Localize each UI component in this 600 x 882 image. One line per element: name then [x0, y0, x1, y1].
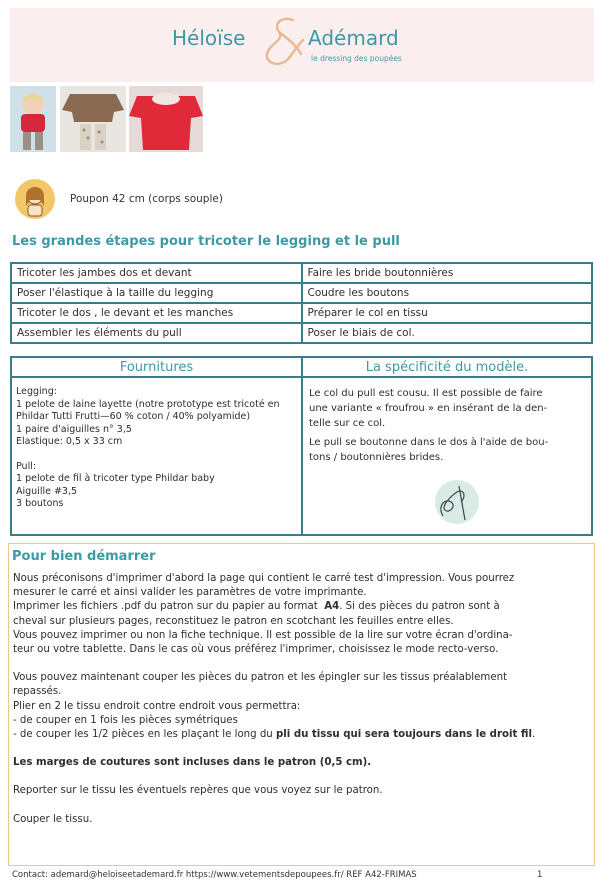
- text-span: . Si des pièces du patron sont à: [339, 601, 500, 613]
- table-row: [11, 323, 592, 343]
- text-line: 1 pelote de laine layette (notre prototype est tricoté en: [16, 398, 280, 410]
- text-line: repassés.: [13, 686, 62, 698]
- text-line: 1 pelote de fil à tricoter type Phildar baby: [16, 473, 215, 484]
- text-line: telle sur ce col.: [309, 418, 386, 429]
- text-line: 3 boutons: [16, 498, 64, 509]
- brand-tagline: le dressing des poupées: [311, 54, 402, 63]
- text-line: Legging:: [16, 386, 57, 397]
- text-span: .: [531, 729, 536, 741]
- text-span: Imprimer les fichiers .pdf du patron sur du papier au format: [13, 601, 318, 613]
- text-line: teur ou votre tablette. Dans le cas où vous préférez l'imprimer, choisissez le mode recto-verso.: [13, 644, 499, 656]
- table-row: [11, 263, 592, 283]
- text-line: Pull:: [16, 460, 37, 472]
- yarn-needle-icon: [429, 476, 481, 532]
- doll-avatar-icon: [14, 178, 56, 220]
- table-cell: Tricoter le dos , le devant et les manches: [11, 303, 302, 323]
- table-cell: Assembler les éléments du pull: [11, 323, 302, 343]
- specifics-title: La spécificité du modèle.: [303, 358, 591, 378]
- doll-size-label: Poupon 42 cm (corps souple): [70, 193, 223, 205]
- table-cell: Poser le biais de col.: [302, 323, 593, 343]
- text-line: mesurer le carré et ainsi valider les paramètres de votre imprimante.: [13, 587, 367, 599]
- paper-format: A4: [324, 601, 340, 613]
- legging-sweater-photo: [60, 86, 126, 152]
- text-line: Vous pouvez imprimer ou non la fiche technique. Il est possible de la lire sur votre écran d'ordina-: [13, 629, 513, 641]
- text-line: Le pull se boutonne dans le dos à l'aide de bou-: [309, 437, 549, 448]
- brand-name-left: Héloïse: [172, 26, 246, 50]
- supplies-title: Fournitures: [12, 358, 301, 378]
- red-sweater-photo: [129, 86, 203, 152]
- brand-name-right: Adémard: [308, 26, 399, 50]
- table-row: [11, 283, 592, 303]
- table-cell: Faire les bride boutonnières: [302, 263, 593, 283]
- specifics-paragraph: [309, 386, 585, 431]
- text-line: Elastique: 0,5 x 33 cm: [16, 436, 123, 447]
- text-line: Nous préconisons d'imprimer d'abord la page qui contient le carré test d'impression. Vous pourrez: [13, 573, 515, 584]
- text-line: [13, 728, 591, 742]
- table-cell: Poser l'élastique à la taille du legging: [11, 283, 302, 303]
- specifics-box: [301, 356, 593, 536]
- table-cell: Tricoter les jambes dos et devant: [11, 263, 302, 283]
- text-line: Couper le tissu.: [13, 813, 93, 825]
- getting-started-body: [13, 572, 591, 827]
- getting-started-title: Pour bien démarrer: [12, 549, 156, 564]
- table-row: [11, 303, 592, 323]
- text-line: Le col du pull est cousu. Il est possible de faire: [309, 388, 543, 399]
- supplies-box: [10, 356, 303, 536]
- seam-allowance-note: Les marges de coutures sont incluses dans le patron (0,5 cm).: [13, 757, 372, 769]
- text-span-bold: pli du tissu qui sera toujours dans le droit fil: [276, 729, 532, 741]
- text-line: Phildar Tutti Frutti—60 % coton / 40% polyamide): [16, 411, 251, 422]
- text-line: cheval sur plusieurs pages, reconstituez le patron en scotchant les feuilles entre elles.: [13, 615, 454, 627]
- text-line: Reporter sur le tissu les éventuels repères que vous voyez sur le patron.: [13, 785, 383, 797]
- steps-title: Les grandes étapes pour tricoter le legging et le pull: [12, 234, 400, 249]
- text-line: tons / boutonnières brides.: [309, 452, 444, 463]
- specifics-paragraph: [309, 435, 585, 465]
- steps-table: [10, 262, 593, 344]
- doll-photo: [10, 86, 56, 152]
- table-cell: Préparer le col en tissu: [302, 303, 593, 323]
- text-line: une variante « froufrou » en insérant de la den-: [309, 403, 548, 414]
- page-number: 1: [537, 870, 543, 880]
- text-line: Aiguille #3,5: [16, 485, 78, 497]
- text-line: 1 paire d'aiguilles n° 3,5: [16, 423, 132, 435]
- table-cell: Coudre les boutons: [302, 283, 593, 303]
- text-span: - de couper les 1/2 pièces en les plaçant le long du: [13, 729, 276, 741]
- text-line: Vous pouvez maintenant couper les pièces du patron et les épingler sur les tissus préalablement: [13, 672, 508, 684]
- text-line: Plier en 2 le tissu endroit contre endroit vous permettra:: [13, 700, 301, 712]
- text-line: - de couper en 1 fois les pièces symétriques: [13, 714, 238, 726]
- ampersand-logo-icon: [259, 14, 309, 72]
- text-line: [13, 600, 591, 614]
- footer-contact: Contact: ademard@heloiseetademard.fr https://www.vetementsdepoupees.fr/ REF A42-FRIMAS: [12, 870, 417, 880]
